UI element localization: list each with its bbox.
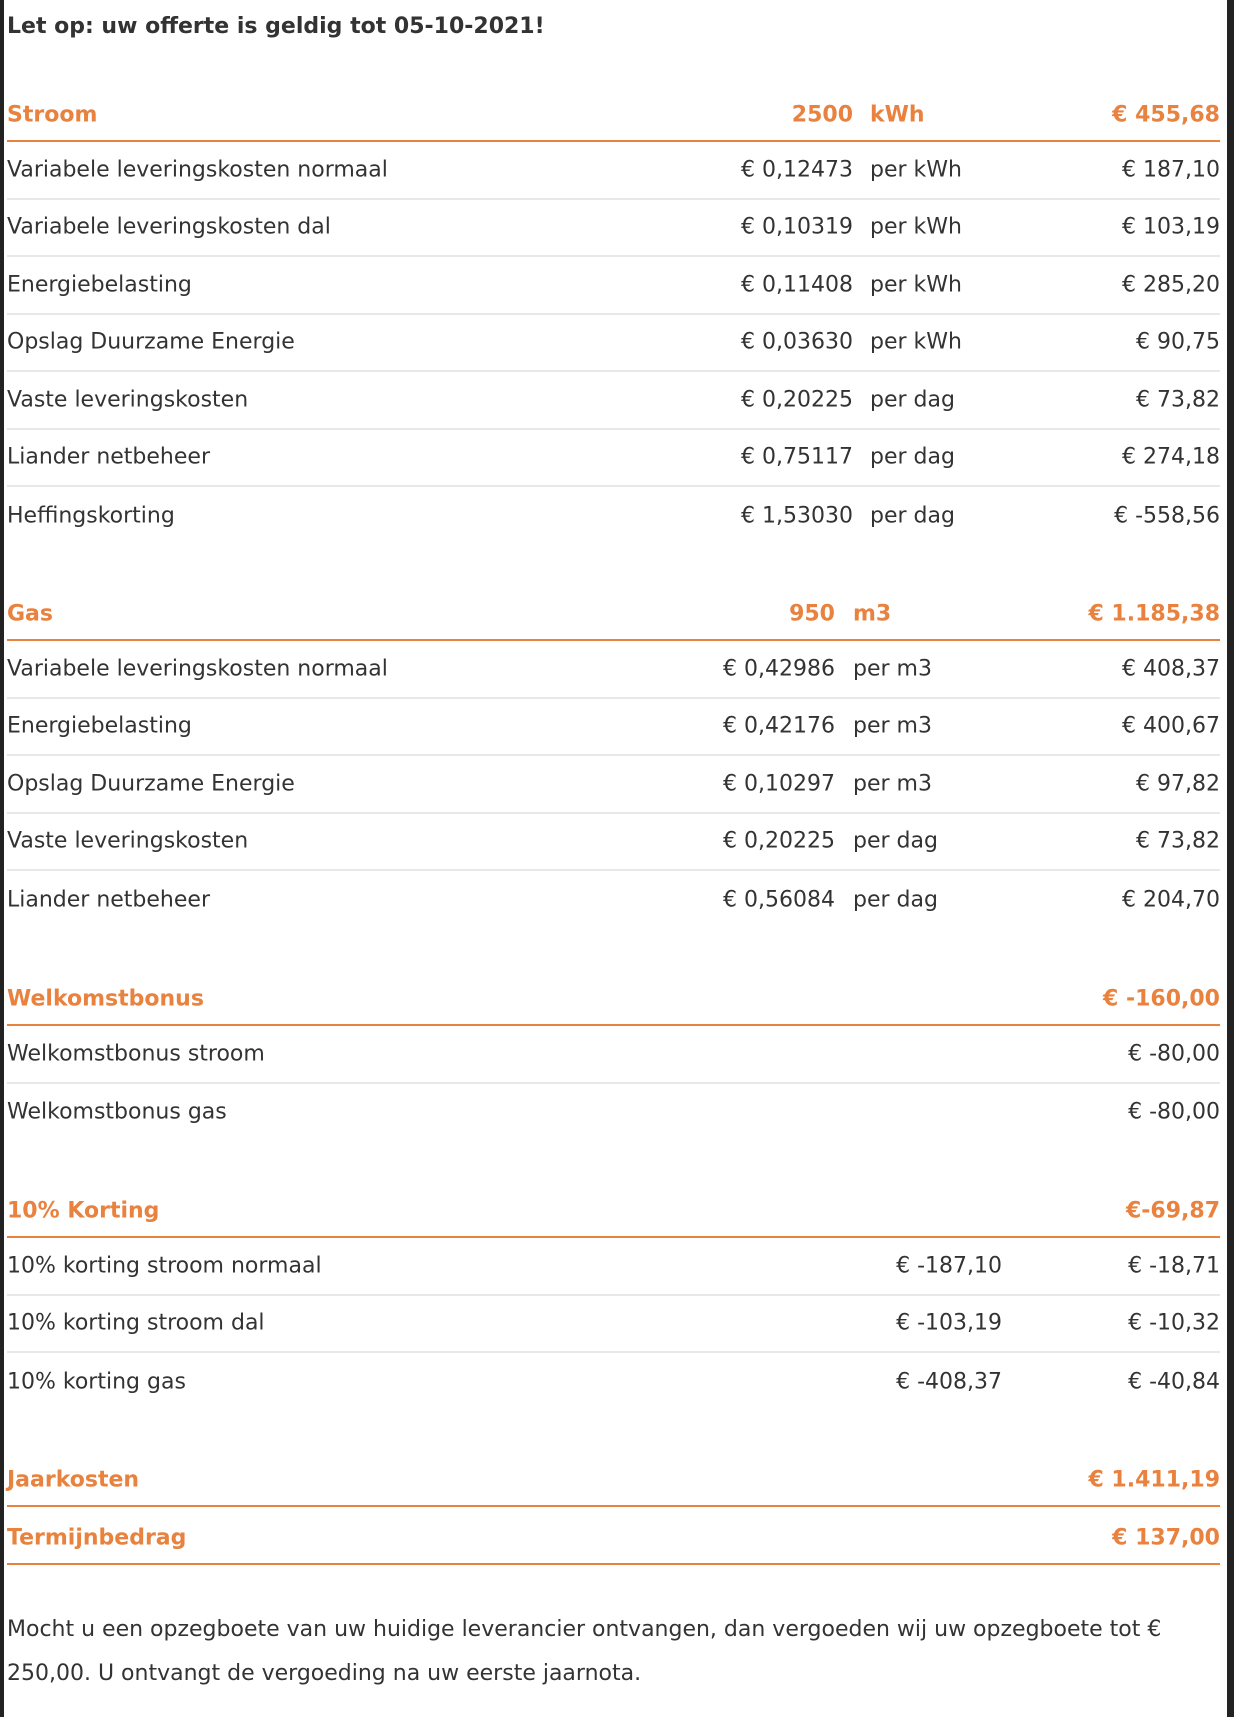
cost-line-amount: € 274,18	[1122, 444, 1220, 470]
cost-line-label: Vaste leveringskosten	[7, 828, 249, 854]
cost-line-row	[7, 315, 1220, 373]
price-unit: per m3	[853, 713, 932, 739]
cost-line-label: Opslag Duurzame Energie	[7, 329, 295, 355]
price-unit: per dag	[870, 387, 955, 413]
unit-price: € 0,12473	[741, 157, 853, 183]
section-title: 10% Korting	[7, 1198, 160, 1223]
cost-line-amount: € 204,70	[1122, 887, 1220, 913]
cost-line-label: Heffingskorting	[7, 503, 175, 529]
section-header	[7, 973, 1220, 1026]
window-border-left	[0, 0, 4, 1717]
cost-line-amount: € 97,82	[1136, 771, 1220, 797]
price-unit: per dag	[853, 828, 938, 854]
cost-line-amount: € -80,00	[1128, 1041, 1220, 1067]
cost-line-label: Welkomstbonus gas	[7, 1099, 227, 1125]
cost-line-label: 10% korting stroom dal	[7, 1310, 265, 1336]
total-jaarkosten	[7, 1454, 1220, 1507]
unit-price: € 0,03630	[741, 329, 853, 355]
discount-base-amount: € -103,19	[896, 1310, 1002, 1336]
cost-line-amount: € 73,82	[1136, 387, 1220, 413]
unit-price: € 0,75117	[741, 444, 853, 470]
discount-base-amount: € -408,37	[896, 1369, 1002, 1395]
cost-line-row	[7, 814, 1220, 872]
cost-line-row	[7, 142, 1220, 200]
cost-line-row	[7, 372, 1220, 430]
cost-line-amount: € 400,67	[1122, 713, 1220, 739]
cost-line-row	[7, 1084, 1220, 1142]
total-row	[7, 1454, 1220, 1507]
window-border-right	[1227, 0, 1234, 1717]
unit-price: € 0,20225	[741, 387, 853, 413]
cost-line-label: Variabele leveringskosten dal	[7, 214, 331, 240]
unit-price: € 0,20225	[723, 828, 835, 854]
discount-base-amount: € -187,10	[896, 1253, 1002, 1279]
cost-line-amount: € -40,84	[1128, 1369, 1220, 1395]
cost-line-row	[7, 1296, 1220, 1354]
cost-line-label: Vaste leveringskosten	[7, 387, 249, 413]
section-total: €-69,87	[1125, 1198, 1220, 1223]
cost-line-amount: € 408,37	[1122, 656, 1220, 682]
cost-line-amount: € 103,19	[1122, 214, 1220, 240]
cost-line-row	[7, 756, 1220, 814]
price-unit: per kWh	[870, 329, 962, 355]
section-welkomstbonus	[7, 973, 1220, 1141]
unit-price: € 0,56084	[723, 887, 835, 913]
unit-price: € 1,53030	[741, 503, 853, 529]
usage-quantity: 950	[789, 601, 835, 626]
usage-quantity: 2500	[791, 102, 853, 127]
cost-line-amount: € 73,82	[1136, 828, 1220, 854]
cost-line-row	[7, 871, 1220, 929]
total-termijnbedrag	[7, 1512, 1220, 1565]
section-korting	[7, 1185, 1220, 1411]
price-unit: per kWh	[870, 214, 962, 240]
section-title: Stroom	[7, 102, 98, 127]
unit-price: € 0,11408	[741, 272, 853, 298]
section-total: € -160,00	[1103, 986, 1220, 1011]
validity-notice: Let op: uw offerte is geldig tot 05-10-2021!	[7, 14, 545, 39]
cost-line-row	[7, 1353, 1220, 1411]
section-stroom	[7, 89, 1220, 545]
unit-price: € 0,10297	[723, 771, 835, 797]
section-gas	[7, 588, 1220, 929]
cost-line-label: Welkomstbonus stroom	[7, 1041, 265, 1067]
cost-line-amount: € -80,00	[1128, 1099, 1220, 1125]
price-unit: per dag	[870, 503, 955, 529]
cost-line-row	[7, 200, 1220, 258]
total-label: Termijnbedrag	[7, 1525, 187, 1550]
price-unit: per dag	[853, 887, 938, 913]
price-unit: per m3	[853, 656, 932, 682]
usage-unit: m3	[853, 601, 892, 626]
unit-price: € 0,42176	[723, 713, 835, 739]
cost-line-label: Liander netbeheer	[7, 444, 210, 470]
cost-line-label: Variabele leveringskosten normaal	[7, 656, 388, 682]
cost-line-amount: € -18,71	[1128, 1253, 1220, 1279]
cost-line-label: Opslag Duurzame Energie	[7, 771, 295, 797]
price-unit: per kWh	[870, 272, 962, 298]
unit-price: € 0,42986	[723, 656, 835, 682]
cost-line-amount: € 285,20	[1122, 272, 1220, 298]
cost-line-label: Liander netbeheer	[7, 887, 210, 913]
cost-line-amount: € -10,32	[1128, 1310, 1220, 1336]
section-total: € 1.185,38	[1088, 601, 1220, 626]
cost-line-amount: € 90,75	[1136, 329, 1220, 355]
unit-price: € 0,10319	[741, 214, 853, 240]
cost-line-label: Energiebelasting	[7, 272, 192, 298]
cost-line-label: Energiebelasting	[7, 713, 192, 739]
total-label: Jaarkosten	[7, 1467, 140, 1492]
cost-line-amount: € 187,10	[1122, 157, 1220, 183]
section-total: € 455,68	[1112, 102, 1220, 127]
section-header	[7, 1185, 1220, 1238]
cost-line-row	[7, 699, 1220, 757]
usage-unit: kWh	[870, 102, 925, 127]
section-title: Gas	[7, 601, 53, 626]
price-unit: per kWh	[870, 157, 962, 183]
cost-line-row	[7, 1026, 1220, 1084]
cost-line-row	[7, 641, 1220, 699]
cost-line-label: Variabele leveringskosten normaal	[7, 157, 388, 183]
price-unit: per m3	[853, 771, 932, 797]
cancellation-fee-note: Mocht u een opzegboete van uw huidige leverancier ontvangen, dan vergoeden wij uw opzegboete tot € 250,00. U ontvangt de vergoeding na uw eerste jaarnota.	[7, 1617, 1162, 1686]
section-header	[7, 588, 1220, 641]
price-unit: per dag	[870, 444, 955, 470]
cost-line-row	[7, 430, 1220, 488]
cost-line-label: 10% korting gas	[7, 1369, 186, 1395]
total-row	[7, 1512, 1220, 1565]
cost-line-row	[7, 257, 1220, 315]
cost-line-row	[7, 1238, 1220, 1296]
cost-line-label: 10% korting stroom normaal	[7, 1253, 322, 1279]
cost-line-amount: € -558,56	[1114, 503, 1220, 529]
total-amount: € 1.411,19	[1088, 1467, 1220, 1492]
section-title: Welkomstbonus	[7, 986, 204, 1011]
cost-line-row	[7, 487, 1220, 545]
total-amount: € 137,00	[1112, 1525, 1220, 1550]
section-header	[7, 89, 1220, 142]
